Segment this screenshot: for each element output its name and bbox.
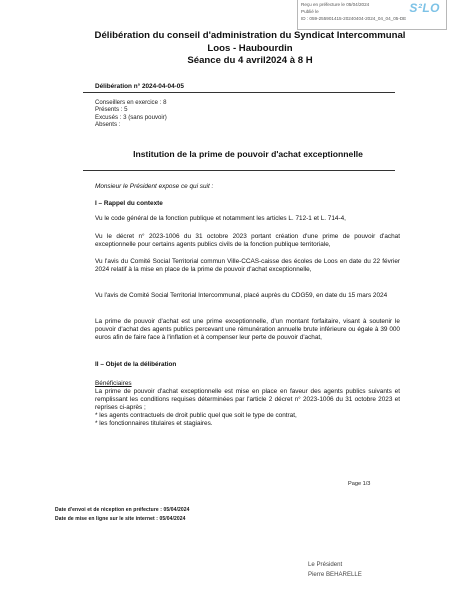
beneficiaires-subheading: Bénéficiaires: [95, 380, 132, 387]
footer-online-date: Date de mise en ligne sur le site internet : 05/04/2024: [55, 516, 186, 522]
footer-sent-date: Date d'envoi et de réception en préfecture : 05/04/2024: [55, 507, 190, 513]
s2lo-logo: S²LO: [409, 1, 440, 15]
count-conseillers: Conseillers en exercice : 8: [95, 99, 167, 106]
header-line-2: Loos - Haubourdin: [207, 42, 293, 54]
paragraph-6: La prime de pouvoir d'achat exceptionnelle est mise en place en faveur des agents publics suivants et remplissant les conditions requises déterminées par l'article 2 décret n° 2023-1006 du 31 octobre 2023 et reprises ci-après ;: [95, 388, 400, 411]
paragraph-5: La prime de pouvoir d'achat est une prime exceptionnelle, d'un montant forfaitaire, visant à soutenir le pouvoir d'achat des agents publics percevant une rémunération annuelle brute inférieure ou égale à 39 000 euros afin de faire face à l'inflation et à compenser leur perte de pouvoir d'achat,: [95, 318, 400, 341]
count-absents: Absents :: [95, 120, 121, 128]
section-2-heading: II – Objet de la délibération: [95, 361, 177, 368]
divider-title: [83, 170, 395, 171]
header-line-3: Séance du 4 avril2024 à 8 H: [187, 55, 313, 66]
count-excuses: Excusés : 3 (sans pouvoir): [95, 113, 167, 121]
paragraph-4: Vu l'avis de Comité Social Territorial Intercommunal, placé auprès du CDG59, en date du 15 mars 2024: [95, 292, 388, 299]
page-number: Page 1/3: [348, 481, 371, 487]
stamp-id: ID : 059-255901415-20240404-2024_04_04_05-DE: [301, 16, 407, 21]
signatory-role: Le Président: [308, 561, 343, 568]
paragraph-3: Vu l'avis du Comité Social Territorial commun Ville-CCAS-caisse des écoles de Loos en date du 22 février 2024 relatif à la mise en place de la prime de pouvoir d'achat exceptionnelle,: [95, 258, 400, 273]
stamp-published: Publié le: [301, 9, 319, 14]
bullet-1: * les agents contractuels de droit public quel que soit le type de contrat,: [95, 412, 297, 419]
deliberation-title: Institution de la prime de pouvoir d'achat exceptionnelle: [133, 149, 363, 159]
paragraph-1: Vu le code général de la fonction publique et notamment les articles L. 712-1 et L. 714-4,: [95, 215, 346, 222]
bullet-2: * les fonctionnaires titulaires et stagiaires.: [95, 420, 213, 427]
header-line-1: Délibération du conseil d'administration du Syndicat Intercommunal: [94, 30, 406, 41]
deliberation-number: Délibération n° 2024-04-04-05: [95, 83, 184, 90]
count-presents: Présents : 5: [95, 106, 128, 114]
prefecture-stamp: [297, 0, 447, 30]
stamp-received: Reçu en préfecture le 05/04/2024: [301, 2, 370, 7]
attendance-counts: [95, 99, 167, 128]
intro-text: Monsieur le Président expose ce qui suit :: [95, 183, 214, 190]
signatory-name: Pierre BEHARELLE: [308, 571, 362, 578]
section-1-heading: I – Rappel du contexte: [95, 200, 163, 207]
divider-top: [83, 92, 395, 93]
document-header: [90, 30, 410, 68]
paragraph-2: Vu le décret n° 2023-1006 du 31 octobre 2023 portant création d'une prime de pouvoir d'achat exceptionnelle pour certains agents publics civils de la fonction publique territoriale,: [95, 233, 400, 248]
